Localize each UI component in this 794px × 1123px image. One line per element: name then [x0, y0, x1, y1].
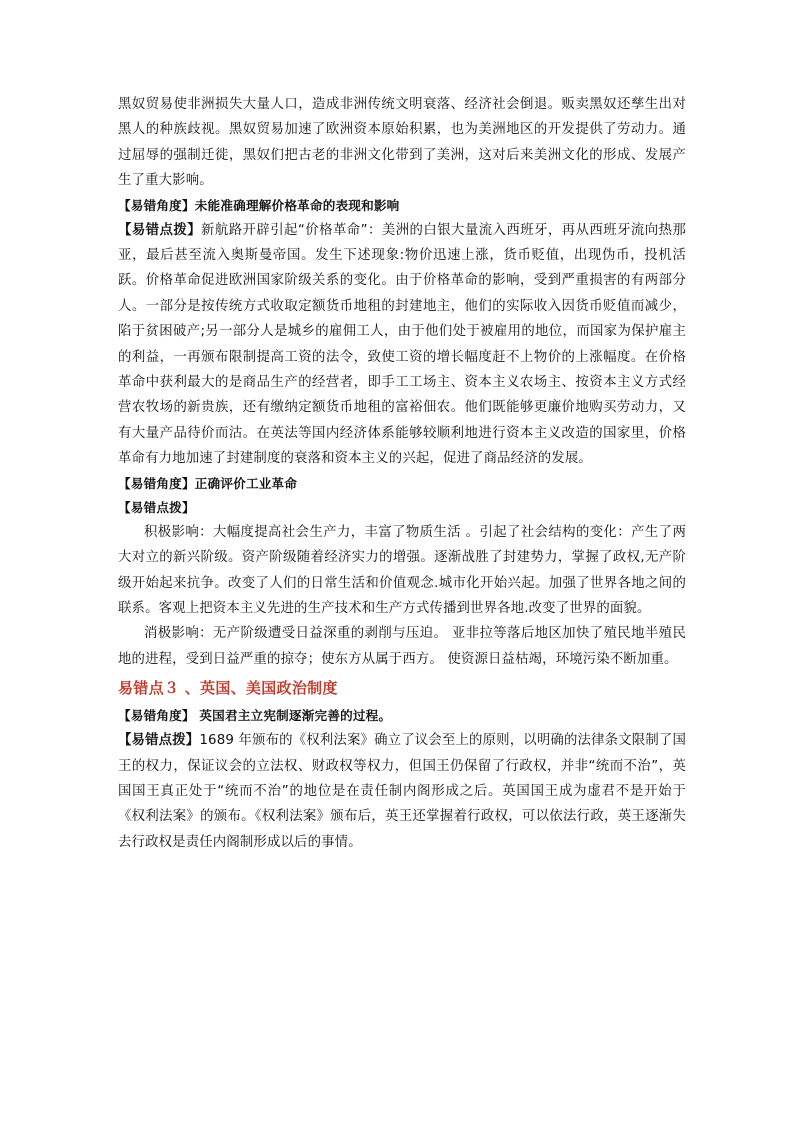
tip-text: 新航路开辟引起“价格革命”：美洲的白银大量流入西班牙，再从西班牙流向热那亚，最后甚至流入奥斯曼帝国。发生下述现象:物价迅速上涨，货币贬值，出现伪币，投机活跃。价格革命促进欧洲国家阶级关系的变化。由于价格革命的影响，受到严重损害的有两部分人。一部分是按传统方式收取定额货币地租的封建地主，他们的实际收入因货币贬值而减少，陷于贫困破产;另一部分人是城乡的雇佣工人，由于他们处于被雇用的地位，而国家为保护雇主的利益，一再颁布限制提高工资的法令，致使工资的增长幅度赶不上物价的上涨幅度。在价格革命中获利最大的是商品生产的经营者，即手工工场主、资本主义农场主、按资本主义方式经营农牧场的新贵族，还有缴纳定额货币地租的富裕佃农。他们既能够更廉价地购买劳动力，又有大量产品待价而沽。在英法等国内经济体系能够较顺利地进行资本主义改造的国家里，价格革命有力地加速了封建制度的衰落和资本主义的兴起，促进了商品经济的发展。	[118, 222, 686, 467]
tip-tag: 【易错点拨】	[118, 733, 200, 749]
positive-impact-paragraph: 积极影响：大幅度提高社会生产力，丰富了物质生活 。引起了社会结构的变化：产生了两大对立的新兴阶级。资产阶级随着经济实力的增强。逐渐战胜了封建势力，掌握了政权,无产阶级开始起来抗争。改变了人们的日常生活和价值观念.城市化开始兴起。加强了世界各地之间的联系。客观上把资本主义先进的生产技术和生产方式传播到世界各地.改变了世界的面貌。	[118, 524, 686, 616]
angle-heading-industrial-revolution	[118, 472, 686, 496]
section-title-3: 易错点３ 、英国、美国政治制度	[118, 679, 338, 698]
tip-tag: 【易错点拨】	[118, 222, 202, 238]
tip-heading-industrial-revolution: 【易错点拨】	[118, 499, 195, 515]
angle-tag: 【易错角度】	[118, 197, 195, 213]
intro-paragraph: 黑奴贸易使非洲损失大量人口，造成非洲传统文明衰落、经济社会倒退。贩卖黑奴还孳生出对黑人的种族歧视。黑奴贸易加速了欧洲资本原始积累，也为美洲地区的开发提供了劳动力。通过屈辱的强制迁徙，黑奴们把古老的非洲文化带到了美洲，这对后来美洲文化的形成、发展产生了重大影响。	[118, 97, 686, 189]
angle-tag: 【易错角度】	[118, 475, 195, 491]
tip-paragraph-constitutional-monarchy	[118, 728, 686, 855]
angle-heading-price-revolution	[118, 194, 686, 218]
angle-text: 未能准确理解价格革命的表现和影响	[194, 197, 400, 213]
angle-text: 英国君主立宪制逐渐完善的过程。	[194, 708, 392, 724]
tip-text: 1689 年颁布的《权利法案》确立了议会至上的原则，以明确的法律条文限制了国王的权力，保证议会的立法权、财政权等权力，但国王仍保留了行政权，并非“统而不治”，英国国王真正处于“统而不治”的地位是在责任制内阁形成之后。英国国王成为虚君不是开始于《权利法案》的颁布。《权利法案》颁布后，英王还掌握着行政权，可以依法行政，英王逐渐失去行政权是责任内阁制形成以后的事情。	[118, 733, 686, 850]
tip-paragraph-price-revolution	[118, 218, 686, 472]
angle-text: 正确评价工业革命	[194, 475, 298, 491]
angle-heading-constitutional-monarchy	[118, 704, 686, 728]
document-page	[118, 92, 686, 855]
negative-impact-paragraph: 消极影响：无产阶级遭受日益深重的剥削与压迫。 亚非拉等落后地区加快了殖民地半殖民地的进程，受到日益严重的掠夺；使东方从属于西方。 使资源日益枯竭，环境污染不断加重。	[118, 626, 686, 667]
angle-tag: 【易错角度】	[118, 708, 195, 724]
